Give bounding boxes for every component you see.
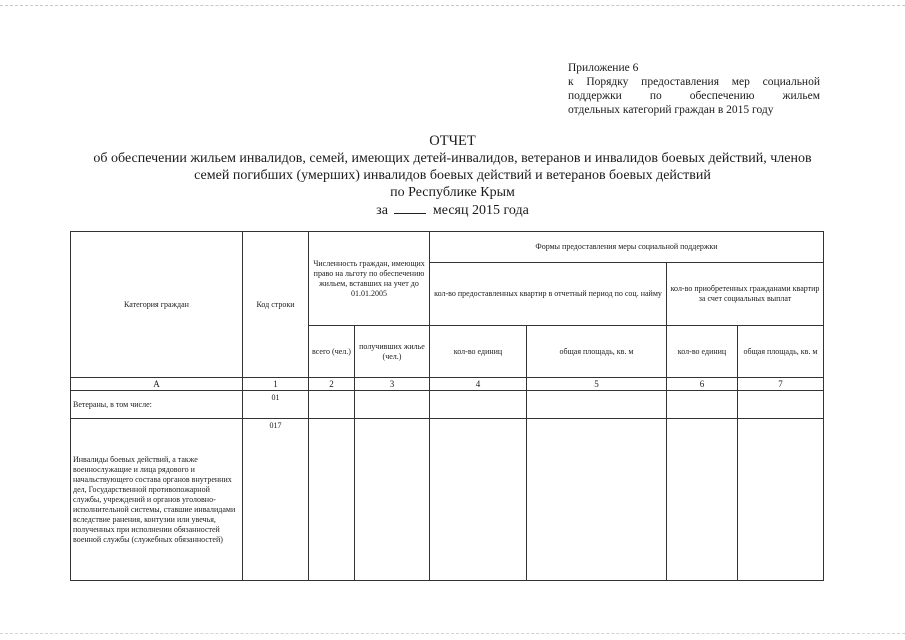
table-row	[71, 419, 824, 581]
table-cell	[430, 391, 527, 419]
column-number: 2	[309, 378, 355, 391]
table-cell	[355, 419, 430, 581]
table-row	[71, 391, 824, 419]
table-cell	[430, 419, 527, 581]
table-cell	[355, 391, 430, 419]
header-received: получивших жилье (чел.)	[355, 326, 430, 378]
column-number: 5	[527, 378, 667, 391]
table-cell	[738, 391, 824, 419]
table-cell	[527, 419, 667, 581]
header-units-1: кол-во единиц	[430, 326, 527, 378]
row-category: Инвалиды боевых действий, а также военнослужащие и лица рядового и начальствующего состава органов внутренних дел, Государственной противопожарной службы, учреждений и органов уголовно- исполнительной системы, ставшие инвалидами вследствие ранения, контузии или увечья, полученных при исполнении обязанностей военной службы (служебных обязанностей)	[71, 419, 243, 581]
row-category: Ветераны, в том числе:	[71, 391, 243, 419]
report-subtitle-line-2: семей погибших (умерших) инвалидов боевых действий и ветеранов боевых действий	[194, 168, 711, 183]
table-cell	[738, 419, 824, 581]
report-period	[40, 201, 865, 219]
header-provided: кол-во предоставленных квартир в отчетный период по соц. найму	[430, 263, 667, 326]
header-total: всего (чел.)	[309, 326, 355, 378]
report-region: по Республике Крым	[390, 185, 515, 200]
appendix-note	[568, 61, 820, 117]
appendix-line-4: отдельных категорий граждан в 2015 году	[568, 104, 774, 116]
column-number: 6	[667, 378, 738, 391]
column-number: А	[71, 378, 243, 391]
table-cell	[527, 391, 667, 419]
column-number: 3	[355, 378, 430, 391]
appendix-line-1: Приложение 6	[568, 62, 639, 74]
appendix-line-3: поддержки по обеспечению жильем	[568, 90, 820, 102]
table-cell	[667, 391, 738, 419]
header-area-2: общая площадь, кв. м	[738, 326, 824, 378]
row-code: 01	[243, 391, 309, 419]
header-code: Код строки	[243, 232, 309, 378]
header-registered: Численность граждан, имеющих право на льготу по обеспечению жильем, вставших на учет до 01.01.2005	[309, 232, 430, 326]
period-prefix: за	[376, 203, 388, 218]
report-table	[70, 231, 824, 581]
column-number: 7	[738, 378, 824, 391]
table-cell	[309, 419, 355, 581]
header-category: Категория граждан	[71, 232, 243, 378]
table-cell	[309, 391, 355, 419]
period-month-blank	[394, 201, 426, 214]
header-forms: Формы предоставления меры социальной поддержки	[430, 232, 824, 263]
header-area-1: общая площадь, кв. м	[527, 326, 667, 378]
header-units-2: кол-во единиц	[667, 326, 738, 378]
header-purchased: кол-во приобретенных гражданами квартир за счет социальных выплат	[667, 263, 824, 326]
report-title: ОТЧЕТ	[429, 133, 476, 149]
period-suffix: месяц 2015 года	[432, 203, 529, 218]
scan-edge-bottom	[0, 633, 905, 634]
appendix-line-2: к Порядку предоставления мер социальной	[568, 76, 820, 88]
report-subtitle-line-1: об обеспечении жильем инвалидов, семей, имеющих детей-инвалидов, ветеранов и инвалидов боевых действий, членов	[93, 151, 812, 166]
column-number: 1	[243, 378, 309, 391]
scan-edge-top	[0, 5, 905, 6]
column-number: 4	[430, 378, 527, 391]
row-code: 017	[243, 419, 309, 581]
report-title-block	[40, 133, 865, 219]
table-cell	[667, 419, 738, 581]
